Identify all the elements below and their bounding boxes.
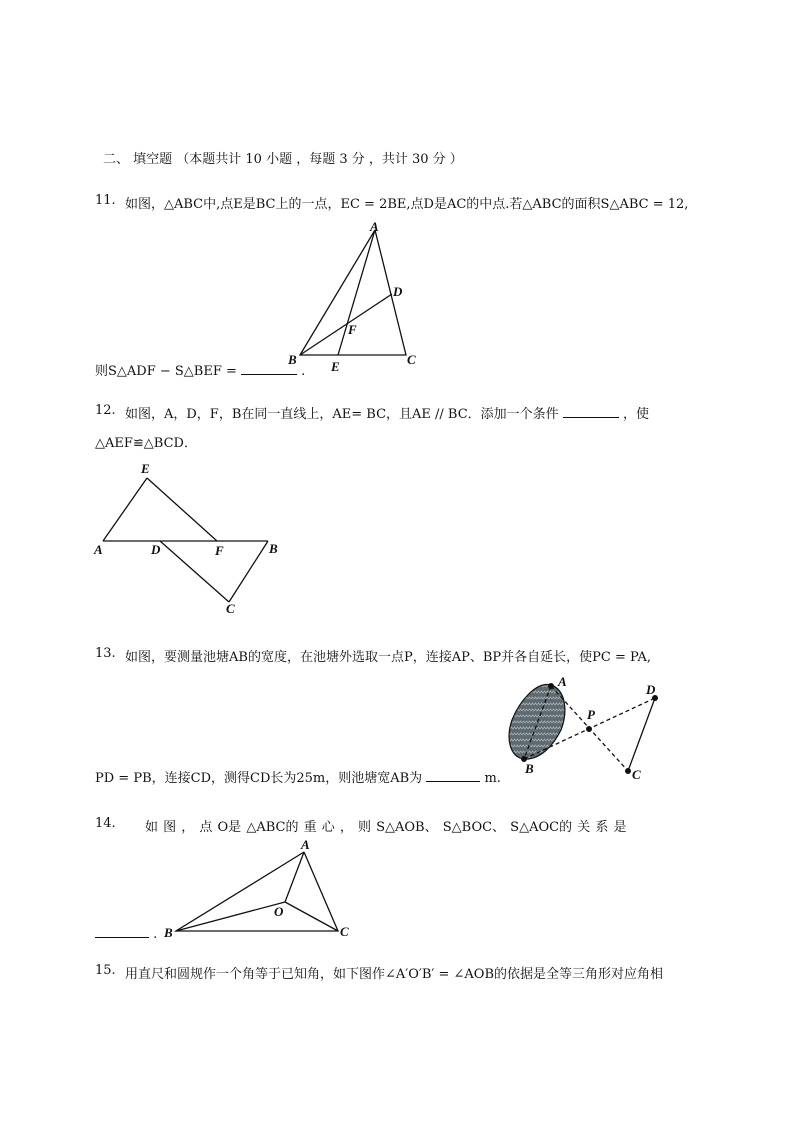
figure-label: B	[269, 541, 278, 556]
figure-label: B	[288, 352, 297, 367]
figure-label: D	[646, 682, 656, 697]
question-text: 如图，△ABC中,点E是BC上的一点，EC = 2BE,点D是AC的中点.若△ABC的面积S△ABC = 12,	[125, 197, 689, 212]
question-text: 如 图 ， 点 O是 △ABC的 重 心 ， 则 S△AOB、 S△BOC、 S△AOC的 关 系 是	[145, 820, 627, 835]
figure-label: A	[558, 674, 567, 689]
figure-label: C	[340, 924, 349, 939]
figure-label: E	[331, 359, 340, 374]
figure-label: F	[215, 543, 224, 558]
question-text: △AEF≌△BCD．	[95, 436, 197, 451]
question-text-suffix: .	[153, 927, 158, 942]
question-text: 如图，要测量池塘AB的宽度，在池塘外选取一点P，连接AP、BP并各自延长，使PC = PA,	[125, 650, 652, 665]
figure-label: A	[94, 542, 103, 557]
question-number: 11.	[95, 193, 116, 208]
answer-blank[interactable]	[95, 925, 149, 938]
question-text-suffix: m.	[484, 771, 501, 786]
question-text-prefix: PD = PB，连接CD，测得CD长为25m，则池塘宽AB为	[95, 771, 423, 786]
figure-label: B	[525, 761, 534, 776]
figure-label: D	[393, 284, 403, 299]
figure-label: E	[141, 461, 150, 476]
question-number: 12.	[95, 403, 116, 418]
question-number: 13.	[95, 646, 116, 661]
figure-label: B	[164, 925, 173, 940]
question-text	[95, 925, 157, 942]
question-text-suffix: ，使	[622, 407, 649, 422]
figure-label: O	[274, 904, 284, 919]
figure-label: P	[587, 707, 595, 722]
figure-label: D	[151, 542, 161, 557]
question-text: 用直尺和圆规作一个角等于已知角，如下图作∠A′O′B′ = ∠AOB的依据是全等三角形对应角相	[125, 967, 663, 982]
figure-label: A	[301, 837, 310, 852]
figure-label: C	[226, 601, 235, 616]
question-text-suffix: .	[301, 364, 306, 379]
question-number: 14.	[95, 816, 116, 831]
question-number: 15.	[95, 963, 116, 978]
figure-label: A	[370, 219, 379, 234]
question-text-prefix: 如图，A，D，F，B在同一直线上，AE= BC，且AE // BC．添加一个条件	[125, 407, 559, 422]
figure-label: C	[632, 767, 641, 782]
section-heading: 二、 填空题 （本题共计 10 小题 ，每题 3 分 ，共计 30 分 ）	[103, 152, 463, 167]
figure-label: F	[348, 322, 357, 337]
figure-label: C	[407, 352, 416, 367]
question-text-prefix: 则S△ADF − S△BEF =	[95, 364, 237, 379]
